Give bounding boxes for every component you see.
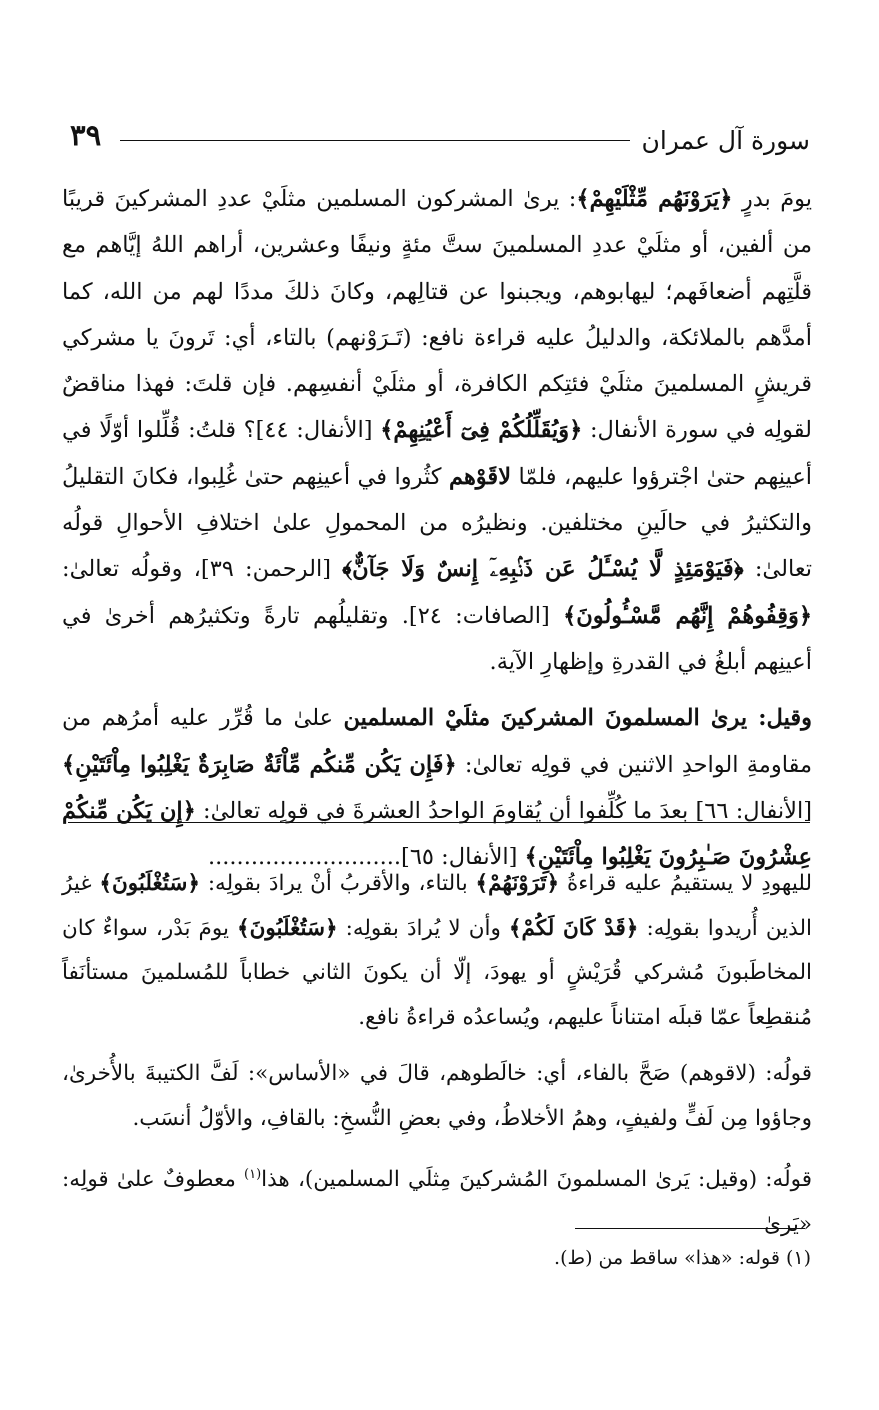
page-number: ٣٩ bbox=[70, 118, 102, 152]
text-run bbox=[490, 705, 500, 731]
text-run: يومَ بَدْر، سواءٌ كان المخاطَبونَ مُشركي قُرَيْشٍ أو يهودَ، إلّا أن يكونَ الثاني خطاباً للمُسلمينَ مستأنَفاً مُنقطِعاً عمّا قبلَه امتناناً عليهم، ويُساعدُه قراءةُ نافع. bbox=[62, 915, 812, 1030]
text-run: [الأنفال: ٦٦] بعدَ ما كُلِّفوا أن يُقاومَ الواحدُ العشرةَ في قولِه تعالىٰ: bbox=[195, 797, 812, 824]
main-text bbox=[62, 176, 812, 880]
main-paragraph bbox=[62, 176, 812, 685]
running-header bbox=[70, 118, 810, 158]
text-run: قولُه: (لاقوهم) صَحَّ بالفاء، أي: خالَطوهم، قالَ في «الأساس»: لَفَّ الكتيبةَ بالأُخرىٰ، وجاؤوا مِن لَفٍّ ولفيفٍ، وهمُ الأخلاطُ، وفي بعضِ النُّسخِ: بالقافِ، والأوّلُ أنسَب. bbox=[62, 1061, 812, 1131]
text-run: علىٰ ما قُرِّر عليه أمرُهم من مقاومةِ الواحدِ الاثنين في قولِه تعالىٰ: bbox=[62, 705, 813, 778]
commentary-text bbox=[62, 862, 812, 1247]
bold-phrase: وقيل: يرىٰ المسلمونَ المشركينَ bbox=[500, 705, 812, 732]
footnote-divider bbox=[68, 822, 810, 823]
commentary-paragraph bbox=[62, 1052, 812, 1141]
text-run: غيرُ الذين أُريدوا بقولِه: bbox=[62, 871, 812, 941]
bold-phrase: مثلَيْ المسلمين bbox=[343, 705, 491, 732]
quran-quote: ﴿يَرَوْنَهُم مِّثْلَيْهِمْ﴾ bbox=[576, 186, 733, 212]
text-run: وأن لا يُرادَ بقولِه: bbox=[337, 915, 509, 941]
text-run: : يرىٰ المشركون المسلمين مثلَيْ عددِ المشركينَ قريبًا من ألفين، أو مثلَيْ عددِ المسلمينَ ستَّ مئةٍ ونيفًا وعشرين، أراهم اللهُ إيَّاهم مع قلَّتِهم أضعافَهم؛ ليهابوهم، ويجبنوا عن قتالِهم، وكانَ ذلكَ مددًا لهم من الله، كما أمدَّهم بالملائكة، والدليلُ عليه قراءة نافع: (تَـرَوْنهم) بالتاء، أي: تَرونَ يا مشركي قريشٍ المسلمينَ مثلَيْ فئتِكم الكافرة، أو مثلَيْ أنفسِهم. فإن قلتَ: فهذا مناقضٌ لقولِه في سورة الأنفال: bbox=[62, 186, 812, 444]
bold-phrase: لاقَوْهم bbox=[448, 463, 512, 490]
quran-quote: ﴿قَدْ كَانَ لَكُمْ﴾ bbox=[508, 915, 639, 941]
footnote-ref: (١) bbox=[244, 1167, 262, 1182]
surah-title: سورة آل عمران bbox=[641, 126, 810, 155]
text-run: لليهودِ لا يستقيمُ عليه قراءةُ bbox=[559, 871, 812, 896]
commentary-paragraph bbox=[62, 1153, 812, 1247]
quran-quote: ﴿فَيَوْمَئِذٍ لَّا يُسْـَٔلُ عَن ذَنۢبِهِۦٓ إِنسٌ وَلَا جَآنٌّ﴾ bbox=[342, 556, 744, 583]
footnote-rule bbox=[575, 1228, 805, 1229]
footnote: (١) قوله: «هذا» ساقط من (ط). bbox=[554, 1247, 811, 1269]
commentary-paragraph bbox=[62, 862, 812, 1040]
text-run: [الأنفال: ٦٥]........................... bbox=[207, 844, 525, 871]
quran-quote: ﴿تَرَوْنَهُمْ﴾ bbox=[475, 871, 560, 896]
text-run: معطوفٌ علىٰ قولِه: «يَرىٰ bbox=[62, 1167, 812, 1237]
header-rule bbox=[120, 140, 630, 141]
text-run: [الصافات: ٢٤]. وتقليلُهم تارةً وتكثيرُهم أخرىٰ في أعينِهم أبلغُ في القدرةِ وإظهارِ الآية. bbox=[62, 602, 812, 675]
quran-quote: ﴿فَإِن يَكُن مِّنكُم مِّاْئَةٌ صَابِرَةٌ يَغْلِبُوا مِاْئَتَيْنِ﴾ bbox=[62, 751, 457, 778]
main-paragraph bbox=[62, 695, 812, 880]
quran-quote: ﴿وَيُقَلِّلُكُمْ فِىٓ أَعْيُنِهِمْ﴾ bbox=[380, 417, 583, 444]
text-run: قولُه: (وقيل: يَرىٰ المسلمونَ المُشركينَ مِثلَي المسلمين)، هذا bbox=[261, 1167, 813, 1193]
quran-quote: ﴿سَتُغْلَبُونَ﴾ bbox=[99, 871, 200, 896]
quran-quote: ﴿إِن يَكُن مِّنكُمْ عِشْرُونَ صَـٰبِرُونَ يَغْلِبُوا مِاْئَتَيْنِ﴾ bbox=[62, 797, 812, 871]
text-run: [الرحمن: ٣٩]، وقولُه تعالىٰ: bbox=[62, 556, 343, 583]
text-run: يومَ بدرٍ bbox=[732, 186, 813, 212]
quran-quote: ﴿سَتُغْلَبُونَ﴾ bbox=[236, 915, 338, 941]
text-run: [الأنفال: ٤٤]؟ قلتُ: قُلِّلوا أوّلًا في أعينِهم حتىٰ اجْترؤوا عليهم، فلمّا bbox=[62, 417, 812, 490]
text-run: كثُروا في أعينِهم حتىٰ غُلِبوا، فكانَ التقليلُ والتكثيرُ في حالَينِ مختلفين. ونظيرُه من المحمولِ علىٰ اختلافِ الأحوالِ قولُه تعالىٰ: bbox=[62, 463, 812, 583]
quran-quote: ﴿وَقِفُوهُمْ إِنَّهُم مَّسْـُٔولُونَ﴾ bbox=[563, 602, 813, 629]
text-run: بالتاء، والأقربُ أنْ يرادَ بقولِه: bbox=[200, 871, 476, 896]
